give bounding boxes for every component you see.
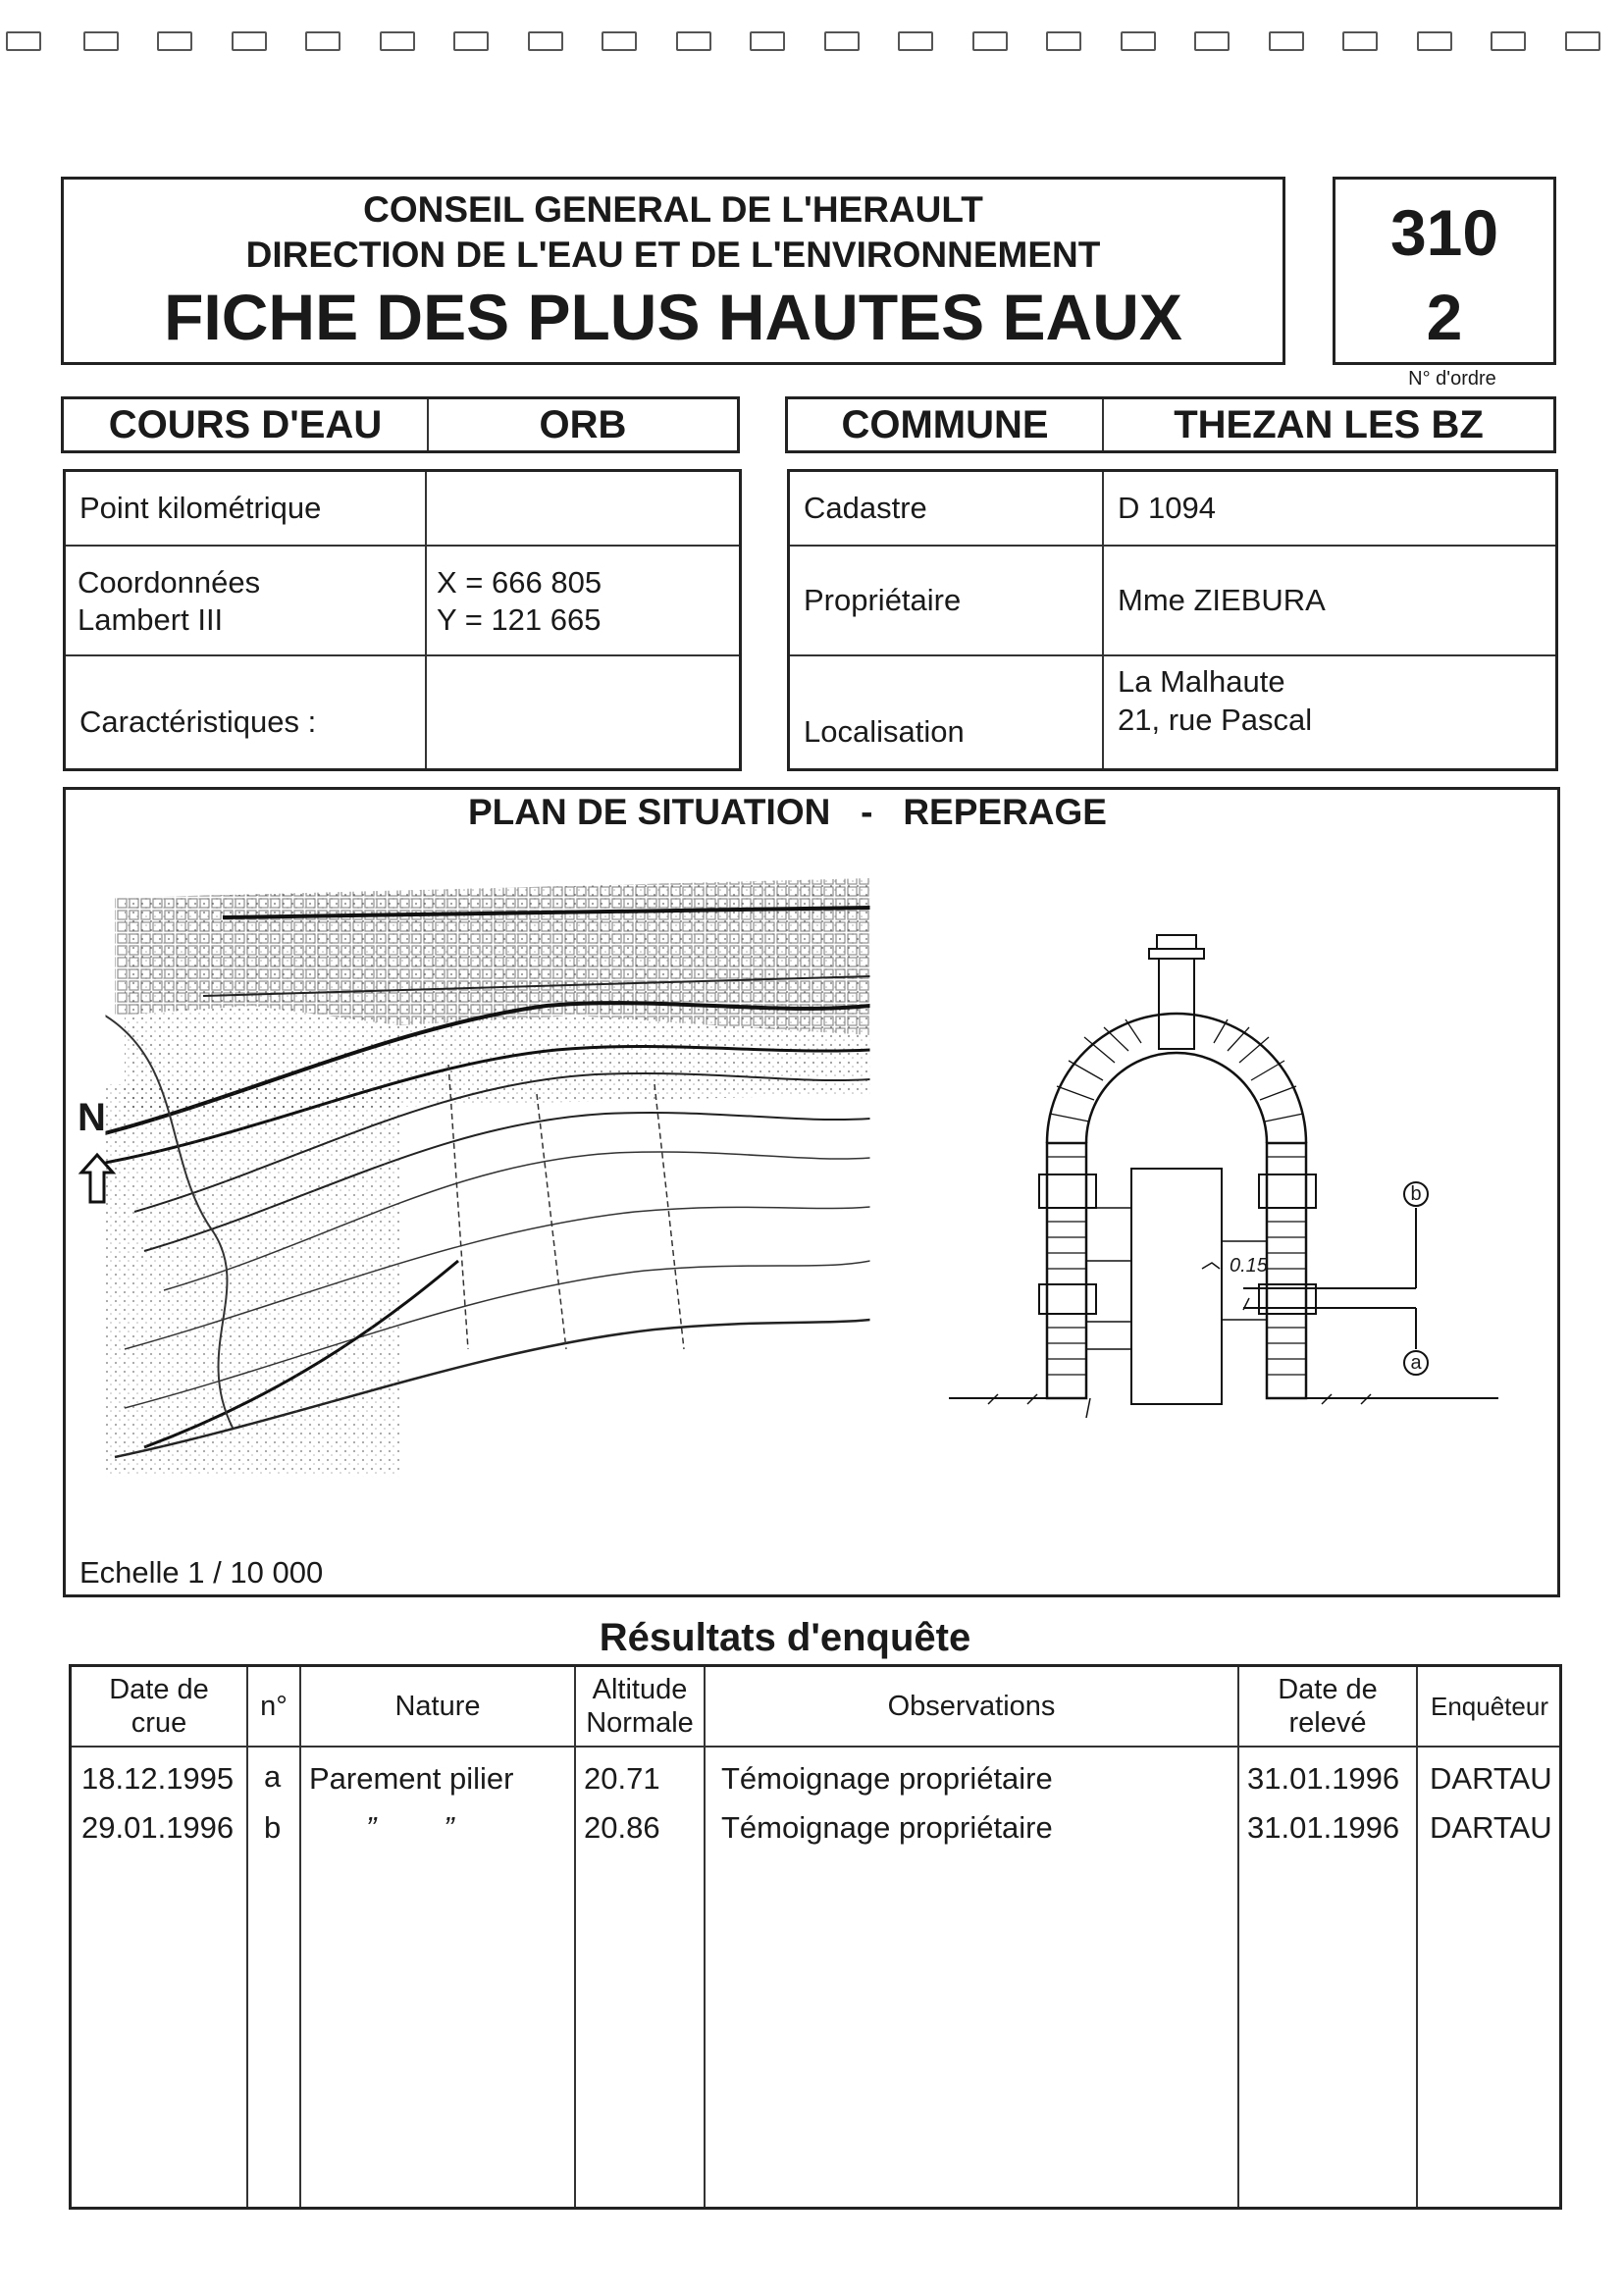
punch-hole — [972, 31, 1008, 51]
punch-hole — [602, 31, 637, 51]
page-title: FICHE DES PLUS HAUTES EAUX — [164, 281, 1182, 353]
punch-hole — [898, 31, 933, 51]
pk-label: Point kilométrique — [79, 491, 322, 525]
order-number-bottom: 2 — [1426, 281, 1463, 353]
punch-hole — [1491, 31, 1526, 51]
punch-hole — [1417, 31, 1452, 51]
header-altitude — [576, 1667, 704, 1746]
header-date-releve-2: relevé — [1288, 1707, 1367, 1739]
coord-x: X = 666 805 — [437, 565, 602, 600]
commune-label: COMMUNE — [841, 402, 1049, 446]
river-label: COURS D'EAU — [108, 402, 383, 446]
order-number-label: N° d'ordre — [1408, 367, 1496, 390]
results-title: Résultats d'enquête — [599, 1615, 971, 1659]
table-row-2-obs: Témoignage propriétaire — [721, 1810, 1053, 1845]
table-row-1-obs: Témoignage propriétaire — [721, 1761, 1053, 1796]
header-line-2: DIRECTION DE L'EAU ET DE L'ENVIRONNEMENT — [245, 235, 1101, 275]
table-row-1-date: 18.12.1995 — [81, 1761, 235, 1796]
owner-label: Propriétaire — [804, 583, 962, 617]
cadastre-label: Cadastre — [804, 491, 927, 525]
table-row-2-num: b — [264, 1810, 282, 1845]
left-info-table — [63, 469, 742, 771]
order-number-box — [1333, 177, 1556, 365]
table-row-1-altitude: 20.71 — [584, 1761, 660, 1796]
coord-label-2: Lambert III — [78, 602, 224, 637]
header-date-releve — [1239, 1667, 1416, 1746]
coord-y: Y = 121 665 — [437, 602, 602, 637]
header-nature: Nature — [394, 1690, 481, 1722]
results-table — [69, 1664, 1562, 2210]
north-label: N — [78, 1096, 106, 1139]
marker-a: a — [1410, 1351, 1422, 1374]
header-box — [61, 177, 1285, 365]
punch-hole — [453, 31, 489, 51]
punch-hole — [305, 31, 340, 51]
coord-label — [78, 564, 421, 643]
loc-label: Localisation — [804, 714, 965, 749]
punch-hole — [676, 31, 711, 51]
header-date-releve-1: Date de — [1278, 1674, 1378, 1705]
header-enqueteur: Enquêteur — [1431, 1691, 1548, 1721]
punch-hole — [1269, 31, 1304, 51]
punch-hole — [528, 31, 563, 51]
carac-label: Caractéristiques : — [79, 704, 317, 739]
order-number-top: 310 — [1389, 196, 1499, 269]
commune-bar — [785, 396, 1556, 453]
punch-hole — [1194, 31, 1230, 51]
coord-values — [437, 564, 731, 643]
punch-hole — [824, 31, 860, 51]
punch-hole — [83, 31, 119, 51]
table-row-2-releve: 31.01.1996 — [1247, 1810, 1400, 1845]
punch-hole — [157, 31, 192, 51]
header-observations: Observations — [887, 1690, 1056, 1722]
header-date-crue — [72, 1667, 246, 1746]
pk-value — [427, 472, 739, 545]
coord-label-1: Coordonnées — [78, 565, 261, 600]
table-row-2-nature: ” ” — [366, 1810, 454, 1845]
dimension-label: 0.15 — [1230, 1255, 1268, 1277]
plan-title: PLAN DE SITUATION - REPERAGE — [468, 792, 1107, 832]
north-arrow-icon — [78, 1151, 117, 1206]
table-row-2-enqueteur: DARTAU — [1430, 1810, 1552, 1845]
carac-value — [427, 656, 739, 768]
arch-sketch — [949, 917, 1498, 1447]
table-row-1-nature: Parement pilier — [309, 1761, 514, 1796]
punch-hole — [1046, 31, 1081, 51]
punch-hole — [1342, 31, 1378, 51]
cadastre-value: D 1094 — [1118, 491, 1216, 525]
loc-value — [1118, 654, 1549, 766]
table-row-1-num: a — [264, 1759, 282, 1794]
header-altitude-2: Normale — [586, 1707, 694, 1739]
header-date-crue-1: Date de — [109, 1674, 209, 1705]
commune-value: THEZAN LES BZ — [1174, 402, 1484, 446]
river-value: ORB — [539, 402, 627, 446]
punch-hole — [1121, 31, 1156, 51]
table-row-2-date: 29.01.1996 — [81, 1810, 235, 1845]
header-date-crue-2: crue — [131, 1707, 187, 1739]
punch-hole — [380, 31, 415, 51]
situation-map — [105, 839, 870, 1479]
header-altitude-1: Altitude — [592, 1674, 688, 1705]
punch-hole — [6, 31, 41, 51]
punch-hole — [750, 31, 785, 51]
header-num: n° — [260, 1690, 288, 1722]
header-line-1: CONSEIL GENERAL DE L'HERAULT — [363, 189, 983, 230]
right-info-table — [787, 469, 1558, 771]
table-row-1-releve: 31.01.1996 — [1247, 1761, 1400, 1796]
river-bar — [61, 396, 740, 453]
plan-box — [63, 787, 1560, 1597]
marker-b: b — [1410, 1182, 1422, 1205]
punch-hole — [1565, 31, 1600, 51]
loc-value-2: 21, rue Pascal — [1118, 703, 1313, 737]
owner-value: Mme ZIEBURA — [1118, 583, 1326, 617]
table-row-1-enqueteur: DARTAU — [1430, 1761, 1552, 1796]
loc-value-1: La Malhaute — [1118, 664, 1285, 699]
scale-label: Echelle 1 / 10 000 — [79, 1555, 324, 1590]
map-drawing — [105, 839, 870, 1479]
table-row-2-altitude: 20.86 — [584, 1810, 660, 1845]
punch-hole — [232, 31, 267, 51]
